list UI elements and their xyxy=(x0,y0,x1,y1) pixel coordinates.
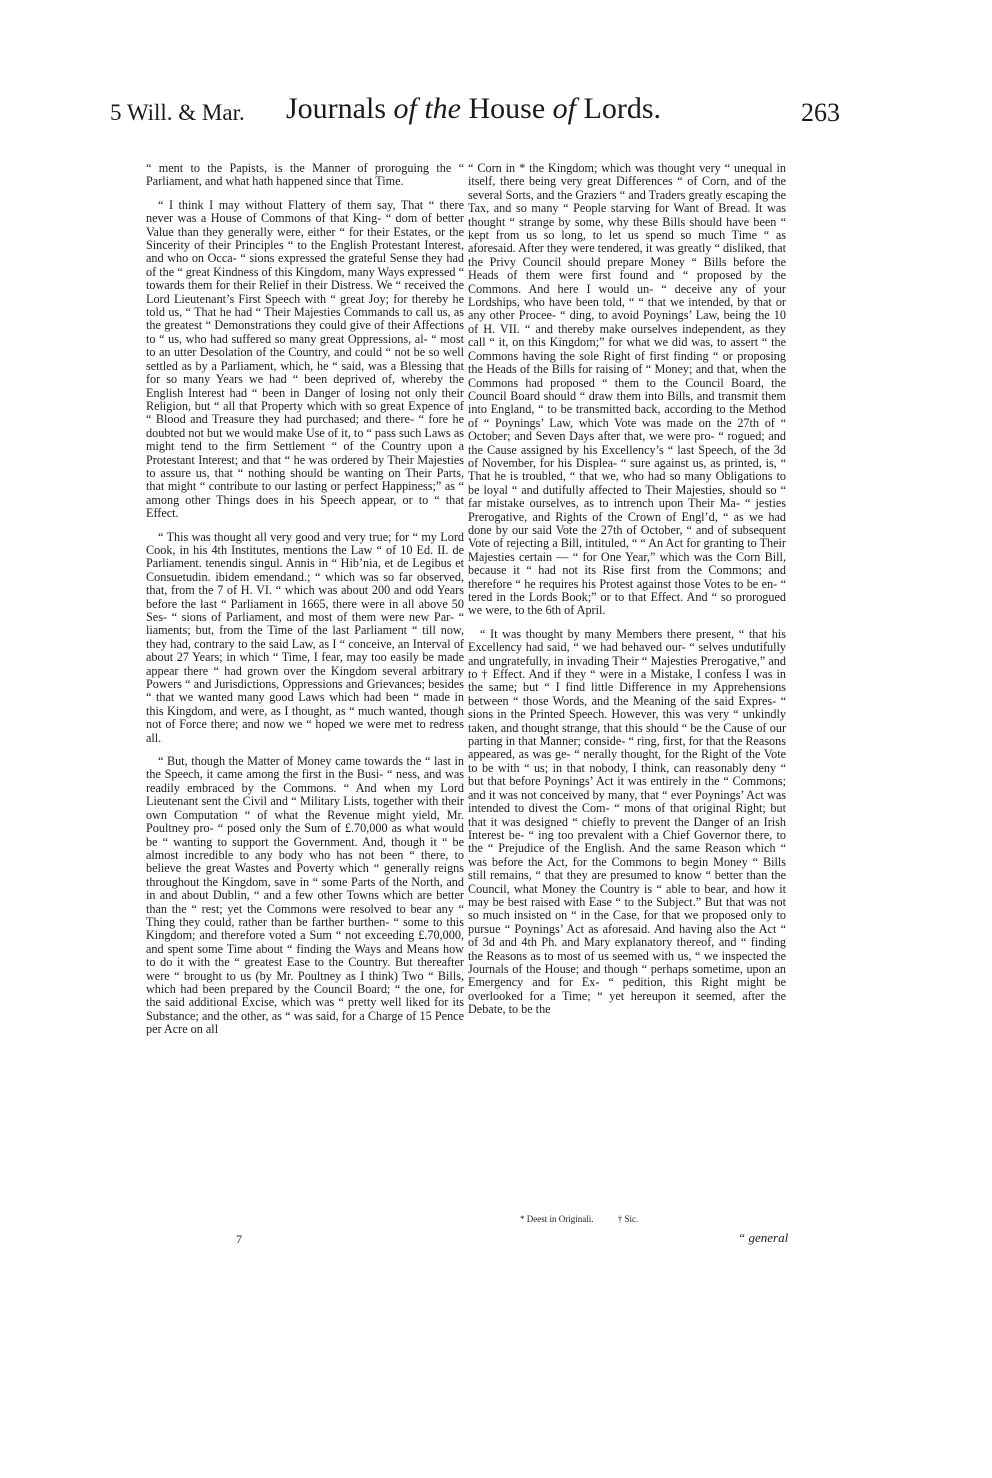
footnote: * Deest in Originali. xyxy=(520,1214,594,1224)
paragraph: “ Corn in * the Kingdom; which was thought very “ unequal in itself, there being very great Differences “ of Corn, and of the several Sorts, and the Graziers “ and Traders greatly escaping the Tax, and so many “ People starving for Want of Bread. It was thought “ strange by some, why these Bills should have been “ kept from us so long, to let us spend so much Time “ as aforesaid. After they were tendered, it was greatly “ disliked, that the Privy Council should prepare Money “ Bills before the Heads of them were first found and “ proposed by the Commons. And here I would un- “ deceive any of your Lordships, who have been told, “ “ that we intended, by that or any other Procee- “ ding, to avoid Poynings’ Law, being the 10 of H. VII. “ and thereby make ourselves independent, as they call “ it, on this Kingdom;” for what we did was, to assert “ the Commons having the sole Right of first finding “ or proposing the Heads of the Bills for raising of “ Money; and that, when the Commons had proposed “ them to the Council Board, the Council Board should “ draw them into Bills, and transmit them into England, “ to be transmitted back, according to the Method of “ Poynings’ Law, which Vote was made on the 27th of “ October; and Seven Days after that, we were pro- “ rogued; and the Cause assigned by his Excellency’s “ last Speech, of the 3d of November, for his Displea- “ sure against us, as printed, is, “ That he is troubled, “ that we, who had so many Obligations to be loyal “ and dutifully affected to Their Majesties, should so “ far mistake ourselves, as to intrench upon Their Ma- “ jesties Prerogative, and Rights of the Crown of Engl’d, “ as we had done by our said Vote the 27th of October, “ and of subsequent Vote of rejecting a Bill, intituled, “ “ An Act for granting to Their Majesties certain — “ for One Year,” which was the Corn Bill, because it “ had not its Rise first from the Commons; and therefore “ he requires his Protest against those Votes to be en- “ tered in the Lords Book;” or to that Effect. And “ so prorogued we were, to the 6th of April. xyxy=(468,161,786,618)
right-column xyxy=(468,162,786,1027)
paragraph: “ It was thought by many Members there present, “ that his Excellency had said, “ we had behaved our- “ selves undutifully and ungratefully, in invading Their “ Majesties Prerogative,” and to † Effect. And if they “ were in a Mistake, I confess I was in the same; but “ I find little Difference in my Apprehensions between “ those Words, and the Meaning of the said Expres- “ sions in the Printed Speech. However, this was very “ unkindly taken, and thought strange, that this should “ be the Cause of our parting in that Manner; conside- “ ring, first, for that the Reasons appeared, as was ge- “ nerally thought, for the Right of the Vote to be with “ us; in that nobody, I think, can reasonably deny “ but that before Poynings’ Act it was entirely in the “ Commons; and it was not conceived by many, that “ ever Poynings’ Act was intended to divest the Com- “ mons of that original Right; but that it was designed “ chiefly to prevent the Danger of an Irish Interest be- “ ing too prevalent with a Chief Governor there, to the “ Prejudice of the English. And the same Reason which “ was before the Act, for the Commons to begin Money “ Bills still remains, “ that they are presumed to know “ better than the Council, what Money the Country is “ able to bear, and how it may be best raised with Ease “ to the Subject.” But that was not so much insisted on “ in the Case, for that we proposed only to pursue “ Poynings’ Act as aforesaid. And having also the Act “ of 3d and 4th Ph. and Mary explanatory thereof, and “ finding the Reasons as to most of us seemed with us, “ we inspected the Journals of the House; and though “ perhaps sometime, upon an Emergency and for Ex- “ pedition, this Right might be overlooked for a Time; “ yet hereupon it seemed, after the Debate, to be the xyxy=(468,626,786,1017)
running-head-left: 5 Will. & Mar. xyxy=(110,100,245,125)
journal-title: Journals of the House of Lords. xyxy=(286,92,661,125)
paragraph: “ ment to the Papists, is the Manner of proroguing the “ Parliament, and what hath happened since that Time. xyxy=(146,161,464,189)
paragraph: “ I think I may without Flattery of them say, That “ there never was a House of Commons of that King- “ dom of better Value than they generally were, either “ for their Estates, or the Sincerity of their Principles “ to the English Protestant Interest, and who on Occa- “ sions expressed the grateful Sense they had of the “ great Kindness of this Kingdom, many Ways expressed “ towards them for their Relief in their Distress. We “ received the Lord Lieutenant’s First Speech with “ great Joy; for thereby he told us, “ That he had “ Their Majesties Commands to call us, as the greatest “ Demonstrations they could give of their Affections to “ us, who had suffered so many great Oppressions, al- “ most to an utter Desolation of the Country, and could “ not be so well settled as by a Parliament, which, he “ said, was a Blessing that for so many Years we had “ been deprived of, whereby the English Interest had “ been in Danger of losing not only their Religion, but “ all that Property which with so great Expence of “ Blood and Treasure they had purchased; and there- “ fore he doubted not but we would make Use of it, to “ pass such Laws as might tend to the firm Settlement “ of the Country upon a Protestant Interest; and that “ he was ordered by Their Majesties to assure us, that “ nothing should be wanting on Their Parts, that might “ contribute to our lasting or perfect Happiness;” as “ among other Things does in his Speech appear, or to “ that Effect. xyxy=(146,197,464,521)
footnote: † Sic. xyxy=(617,1214,639,1224)
footnotes xyxy=(520,1214,720,1224)
left-column xyxy=(146,162,464,1047)
signature-mark: 7 xyxy=(236,1232,242,1246)
paragraph: “ But, though the Matter of Money came towards the “ last in the Speech, it came among the first in the Busi- “ ness, and was readily embraced by the Commons. “ And when my Lord Lieutenant sent the Civil and “ Military Lists, together with their own Computation “ of what the Revenue might yield, Mr. Poultney pro- “ posed only the Sum of £.70,000 as what would be “ wanting to support the Government. And, though it “ be almost incredible to any body who has not been “ there, to believe the great Wastes and Poverty which “ generally reigns throughout the Kingdom, save in “ some Parts of the North, and in and about Dublin, “ and a few other Towns which are better than the “ rest; yet the Commons were resolved to bear any “ Thing they could, rather than be farther burthen- “ some to this Kingdom; and therefore voted a Sum “ not exceeding £.70,000, and spent some Time about “ finding the Ways and Means how to do it with the “ greatest Ease to the Country. But thereafter were “ brought to us (by Mr. Poultney as I think) Two “ Bills, which had been prepared by the Council Board; “ the one, for the said additional Excise, which was “ pretty well liked for its Substance; and the other, as “ was said, for a Charge of 15 Pence per Acre on all xyxy=(146,754,464,1037)
page-header xyxy=(110,92,840,144)
catchword: “ general xyxy=(738,1230,789,1245)
paragraph: “ This was thought all very good and very true; for “ my Lord Cook, in his 4th Institutes, mentions the Law “ of 10 Ed. II. de Parliament. tenendis singul. Annis in “ Hib’nia, et de Legibus et Consuetudin. ibidem emendand.; “ which was so far observed, that, from the 7 of H. VI. “ which was about 200 and odd Years before the last “ Parliament in 1665, there were in all above 50 Ses- “ sions of Parliament, and most of them were new Par- “ liaments; but, from the Time of the last Parliament “ till now, they had, contrary to the said Law, as I “ conceive, an Interval of about 27 Years; in which “ Time, I fear, may too easily be made appear there “ had grown over the Kingdom several arbitrary Powers “ and Jurisdictions, Oppressions and Grievances; besides “ that we wanted many good Laws which had been “ made in this Kingdom, and were, as I thought, as “ much wanted, though not of Force there; and now we “ hoped we were met to redress all. xyxy=(146,529,464,745)
page-number: 263 xyxy=(801,98,840,127)
